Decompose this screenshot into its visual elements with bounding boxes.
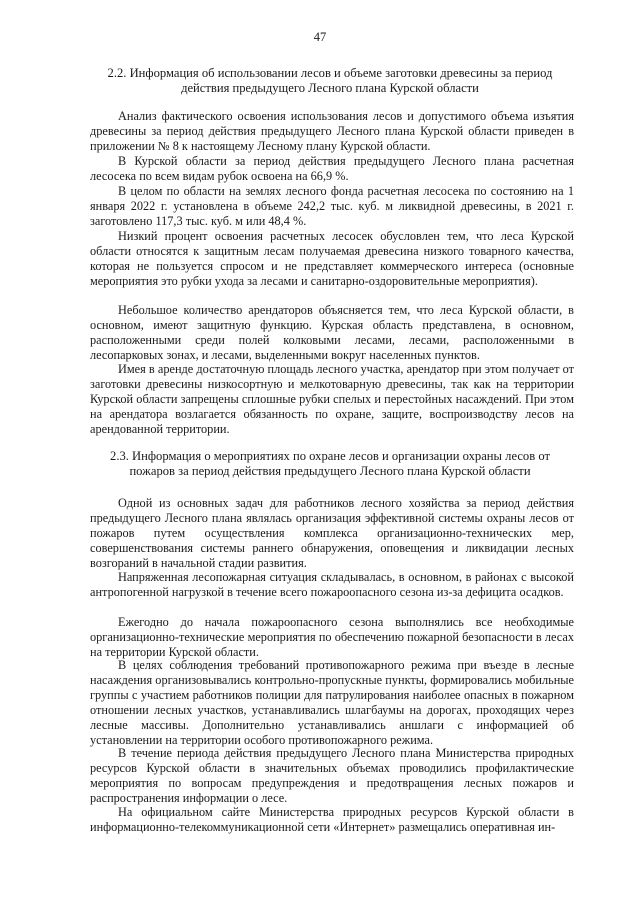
paragraph: На официальном сайте Министерства природных ресурсов Курской области в информационно-телекоммуникационной сети «Интернет» размещались оперативная ин- [90, 805, 574, 835]
section-2-2-heading: 2.2. Информация об использовании лесов и объеме заготовки древесины за период действия предыдущего Лесного плана Курской области [107, 66, 553, 95]
section-2-3-heading: 2.3. Информация о мероприятиях по охране лесов и организации охраны лесов от пожаров за период действия предыдущего Лесного плана Курской области [110, 449, 550, 478]
paragraph: Одной из основных задач для работников лесного хозяйства за период действия предыдущего Лесного плана являлась организация эффективной системы охраны лесов от пожаров путем осуществления комплекса организационно-технических мер, совершенствования системы раннего обнаружения, оповещения и ликвидации лесных возгораний в начальной стадии развития. [90, 496, 574, 571]
paragraph: В целях соблюдения требований противопожарного режима при въезде в лесные насаждения организовывались контрольно-пропускные пункты, формировались мобильные группы с участием работников полиции для патрулирования наиболее опасных в пожарном отношении лесных участков, устанавливались шлагбаумы на дорогах, проходящих через лесные массивы. Дополнительно устанавливались аншлаги с информацией об установлении на территории особого противопожарного режима. [90, 658, 574, 748]
page-number: 47 [313, 30, 327, 44]
paragraph: Напряженная лесопожарная ситуация складывалась, в основном, в районах с высокой антропогенной нагрузкой в течение всего пожароопасного сезона из-за дефицита осадков. [90, 570, 574, 600]
paragraph: Небольшое количество арендаторов объясняется тем, что леса Курской области, в основном, имеют защитную функцию. Курская область представлена, в основном, расположенными среди полей колковыми лесами, лесами, расположенными в лесопарковых зонах, и лесами, выделенными вокруг населенных пунктов. [90, 303, 574, 363]
paragraph: Ежегодно до начала пожароопасного сезона выполнялись все необходимые организационно-технические мероприятия по обеспечению пожарной безопасности в лесах на территории Курской области. [90, 615, 574, 660]
paragraph: В целом по области на землях лесного фонда расчетная лесосека по состоянию на 1 января 2022 г. установлена в объеме 242,2 тыс. куб. м ликвидной древесины, в 2021 г. заготовлено 117,3 тыс. куб. м или 48,4 %. [90, 184, 574, 229]
paragraph: В Курской области за период действия предыдущего Лесного плана расчетная лесосека по всем видам рубок освоена на 66,9 %. [90, 154, 574, 184]
paragraph: В течение периода действия предыдущего Лесного плана Министерства природных ресурсов Курской области в значительных объемах проводились профилактические мероприятия по вопросам предупреждения и предотвращения лесных пожаров и распространения информации о лесе. [90, 746, 574, 806]
paragraph: Имея в аренде достаточную площадь лесного участка, арендатор при этом получает от заготовки древесины низкосортную и мелкотоварную древесины, так как на территории Курской области запрещены сплошные рубки спелых и перестойных насаждений. При этом на арендатора возлагается обязанность по охране, защите, воспроизводству лесов на арендованной территории. [90, 362, 574, 437]
paragraph: Анализ фактического освоения использования лесов и допустимого объема изъятия древесины за период действия предыдущего Лесного плана Курской области приведен в приложении № 8 к настоящему Лесному плану Курской области. [90, 109, 574, 154]
paragraph: Низкий процент освоения расчетных лесосек обусловлен тем, что леса Курской области относятся к защитным лесам получаемая древесина низкого товарного качества, которая не пользуется спросом и не представляет коммерческого интереса (основные мероприятия это рубки ухода за лесами и санитарно-оздоровительные мероприятия). [90, 229, 574, 289]
